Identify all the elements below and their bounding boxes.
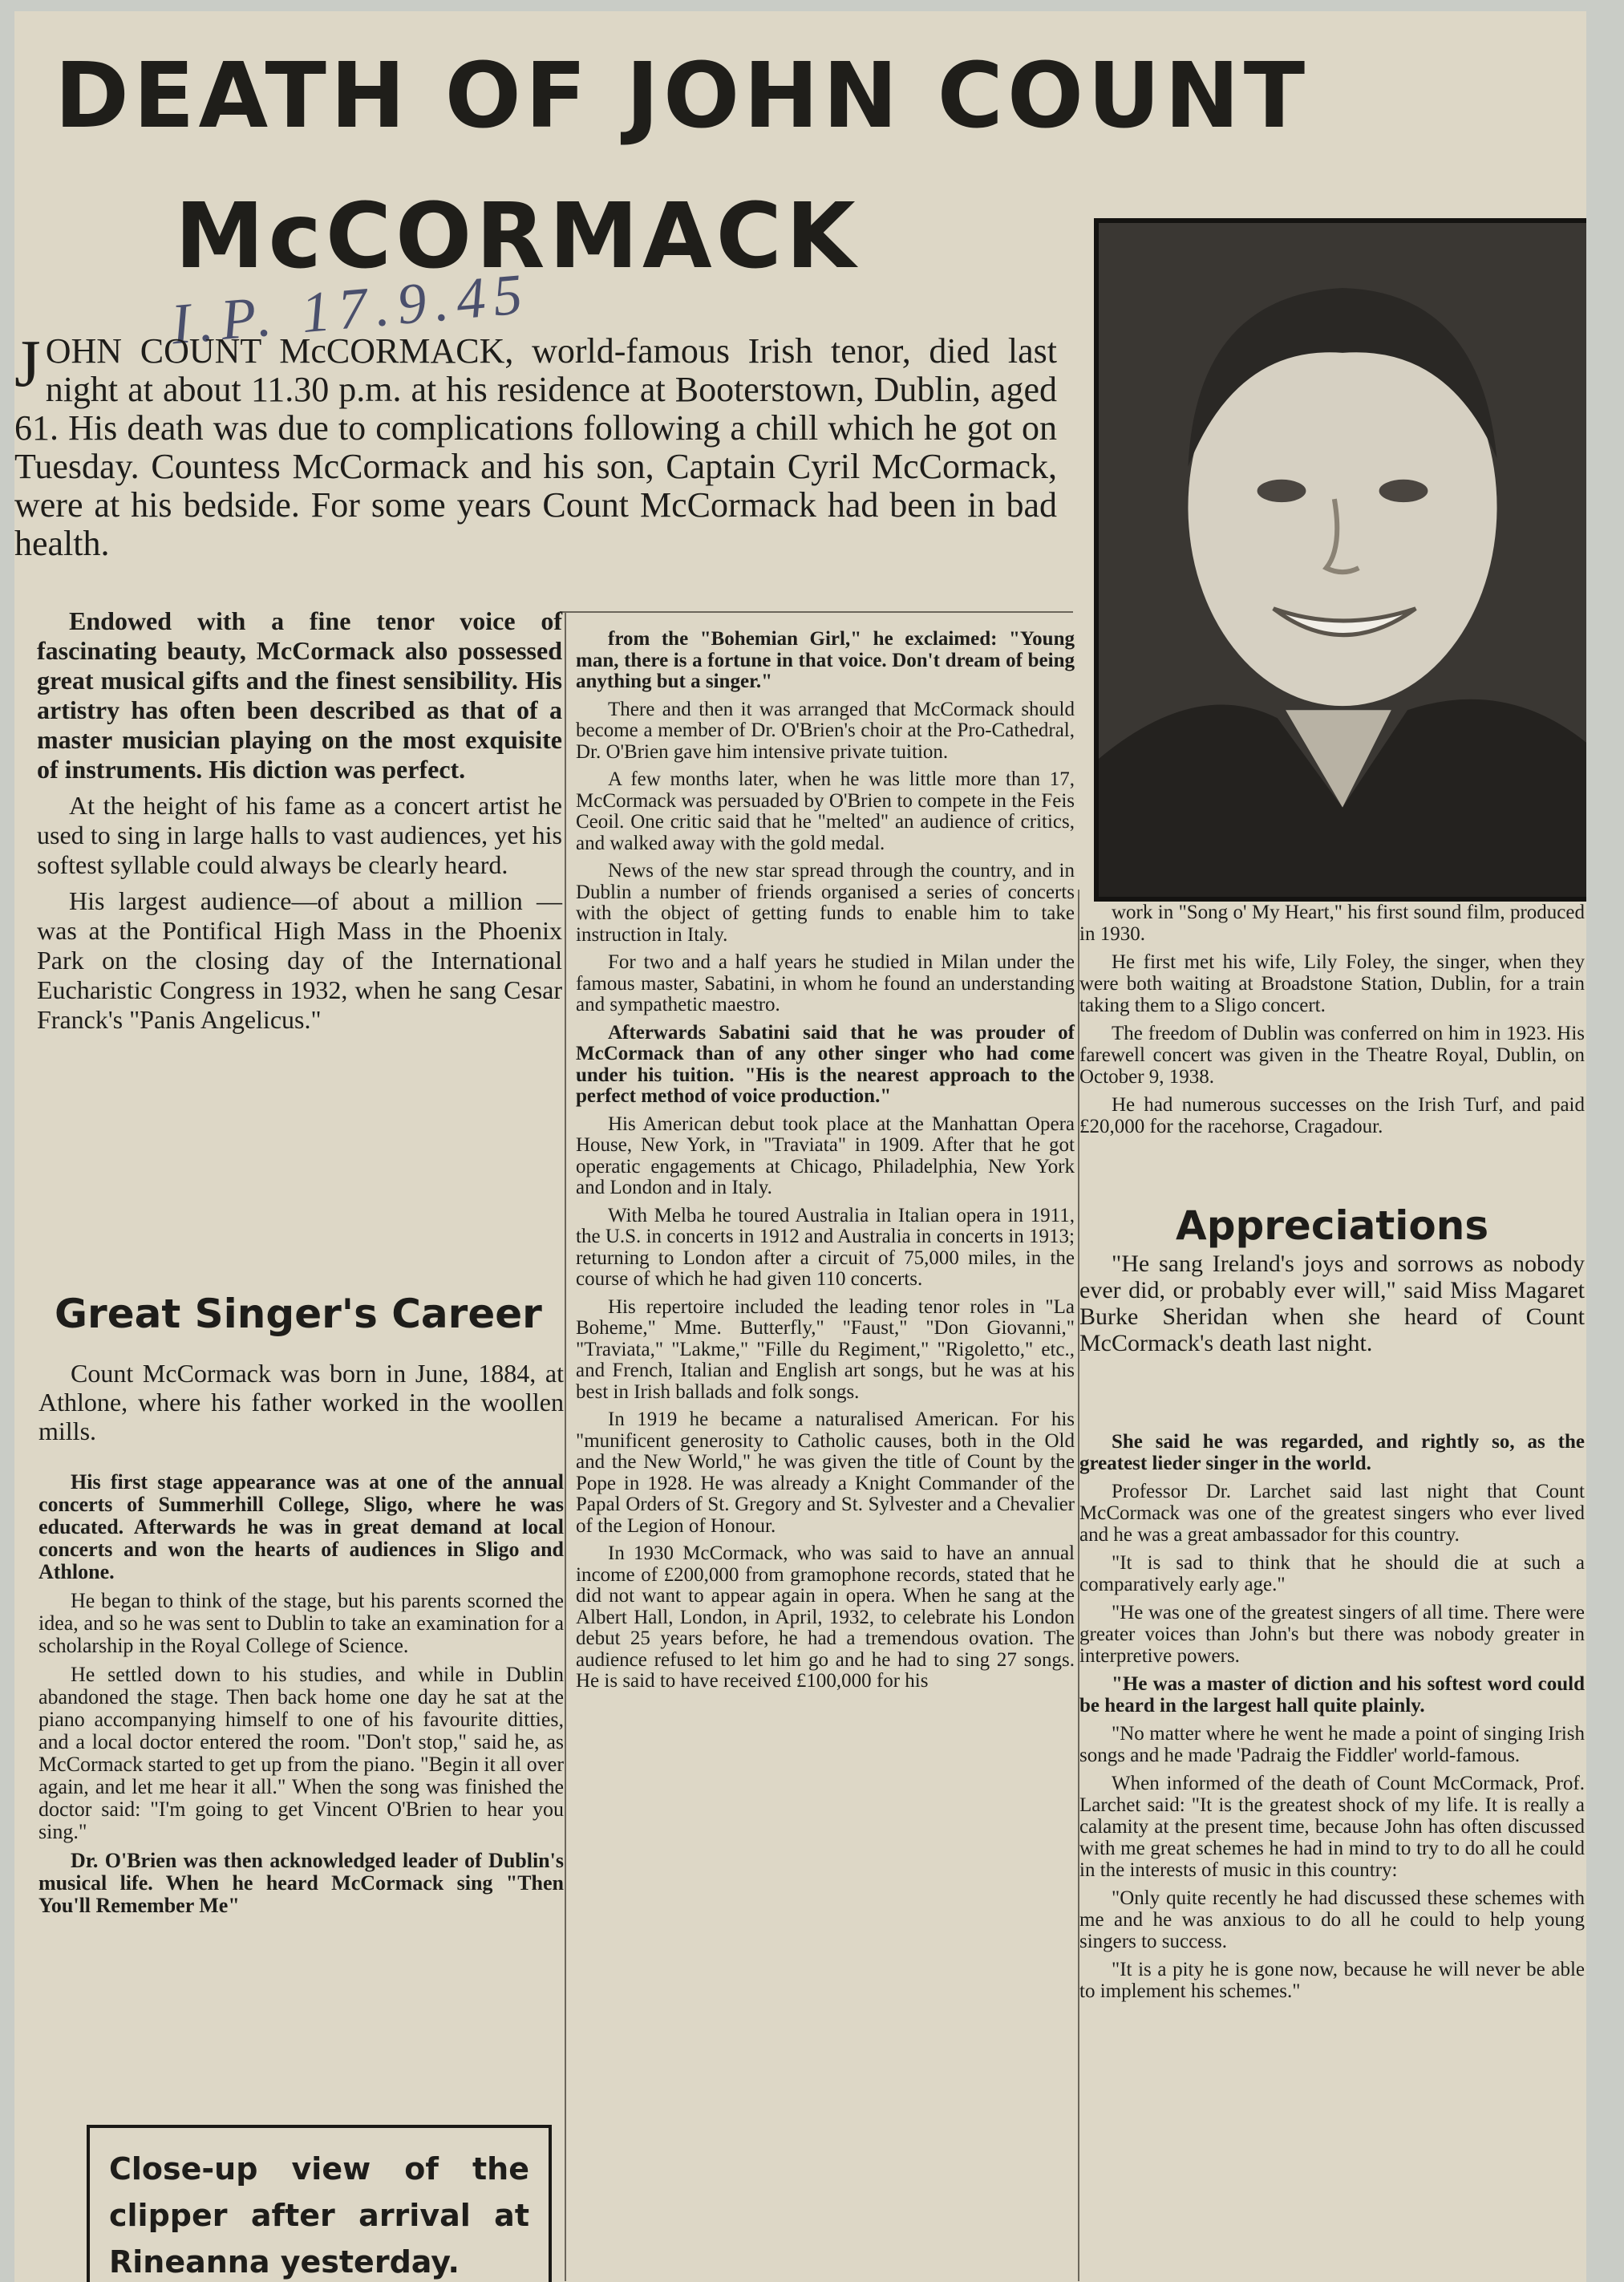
- portrait-image: [1099, 223, 1586, 897]
- col3-paragraph: "He sang Ireland's joys and sorrows as nobody ever did, or probably ever will," said Miss Magaret Burke Sheridan when she heard of Count McCormack's death last night.: [1079, 1250, 1585, 1356]
- col3-paragraph: He first met his wife, Lily Foley, the singer, when they were both waiting at Broadstone Station, Dublin, for a train taking them to a Sligo concert.: [1079, 951, 1585, 1016]
- column-3-top: [1079, 902, 1585, 1144]
- column-rule-horizontal: [560, 611, 1073, 613]
- col2-paragraph: For two and a half years he studied in Milan under the famous master, Sabatini, in whom he found an understanding and sympathetic maestro.: [576, 951, 1075, 1015]
- column-1-bottom: [38, 1471, 564, 1923]
- column-1-top: [37, 606, 562, 1041]
- col3-paragraph: She said he was regarded, and rightly so, as the greatest lieder singer in the world.: [1079, 1431, 1585, 1474]
- col3-paragraph: "He was a master of diction and his softest word could be heard in the largest hall quite plainly.: [1079, 1673, 1585, 1717]
- col3-paragraph: "It is a pity he is gone now, because he will never be able to implement his schemes.": [1079, 1959, 1585, 2002]
- col3-paragraph: "Only quite recently he had discussed these schemes with me and he was anxious to do all he could to help young singers to success.: [1079, 1887, 1585, 1952]
- photo-caption-box: Close-up view of the clipper after arrival at Rineanna yesterday.: [87, 2125, 552, 2282]
- col2-paragraph: from the "Bohemian Girl," he exclaimed: "Young man, there is a fortune in that voice. Don't dream of being anything but a singer.": [576, 628, 1075, 692]
- col1-paragraph: At the height of his fame as a concert artist he used to sing in large halls to vast audiences, yet his softest syllable could always be clearly heard.: [37, 791, 562, 879]
- col3-paragraph: When informed of the death of Count McCormack, Prof. Larchet said: "It is the greatest shock of my life. It is really a calamity at the present time, because John has often discussed with me great schemes he had in mind to try to do all he could in the interests of music in this country:: [1079, 1773, 1585, 1881]
- col3-paragraph: He had numerous successes on the Irish Turf, and paid £20,000 for the racehorse, Cragadour.: [1079, 1094, 1585, 1137]
- column-3-middle: [1079, 1250, 1585, 1363]
- col1-paragraph: Dr. O'Brien was then acknowledged leader of Dublin's musical life. When he heard McCormack sing "Then You'll Remember Me": [38, 1849, 564, 1917]
- col2-paragraph: Afterwards Sabatini said that he was prouder of McCormack than of any other singer who had come under his tuition. "His is the nearest approach to the perfect method of voice production.": [576, 1021, 1075, 1107]
- col2-paragraph: In 1930 McCormack, who was said to have an annual income of £200,000 from gramophone records, stated that he did not want to appear again in opera. When he sang at the Albert Hall, London, in April, 1932, to celebrate his London debut 25 years before, he had a tremendous ovation. The audience refused to let him go and he had to sing 27 songs. He is said to have received £100,000 for his: [576, 1542, 1075, 1692]
- column-1-middle: [38, 1359, 564, 1452]
- column-3-bottom: [1079, 1431, 1585, 2008]
- col1-paragraph: His largest audience—of about a million — was at the Pontifical High Mass in the Phoenix Park on the closing day of the International Eucharistic Congress in 1932, when he sang Cesar Franck's "Panis Angelicus.": [37, 886, 562, 1034]
- col3-paragraph: "He was one of the greatest singers of all time. There were greater voices than John's but there was nobody greater in interpretive powers.: [1079, 1602, 1585, 1667]
- portrait-photo: [1094, 218, 1586, 902]
- col2-paragraph: News of the new star spread through the country, and in Dublin a number of friends organised a series of concerts with the object of getting funds to enable him to take instruction in Italy.: [576, 860, 1075, 946]
- headline-line-1: DEATH OF JOHN COUNT: [55, 44, 1310, 148]
- column-rule-1: [565, 613, 566, 2281]
- headline-line-2: McCORMACK: [175, 184, 860, 289]
- col2-paragraph: There and then it was arranged that McCormack should become a member of Dr. O'Brien's choir at the Pro-Cathedral, Dr. O'Brien gave him intensive private tuition.: [576, 698, 1075, 763]
- lead-paragraph: [14, 326, 1057, 563]
- col1-paragraph: He settled down to his studies, and while in Dublin abandoned the stage. Then back home one day he sat at the piano accompanying himself to one of his favourite ditties, and a local doctor entered the room. "Don't stop," said he, as McCormack started to get up from the piano. "Begin it all over again, and let me hear it all." When the song was finished the doctor said: "I'm going to get Vincent O'Brien to hear you sing.": [38, 1663, 564, 1843]
- col3-paragraph: work in "Song o' My Heart," his first sound film, produced in 1930.: [1079, 902, 1585, 945]
- handwritten-date: I.P. 17.9.45: [168, 261, 533, 357]
- col3-paragraph: "It is sad to think that he should die at such a comparatively early age.": [1079, 1552, 1585, 1595]
- col1-paragraph: Endowed with a fine tenor voice of fascinating beauty, McCormack also possessed great musical gifts and the finest sensibility. His artistry has often been described as that of a master musician playing on the most exquisite of instruments. His diction was perfect.: [37, 606, 562, 784]
- drop-cap: J: [14, 326, 41, 401]
- col1-paragraph: Count McCormack was born in June, 1884, at Athlone, where his father worked in the woollen mills.: [38, 1359, 564, 1445]
- col2-paragraph: In 1919 he became a naturalised American. For his "munificent generosity to Catholic causes, both in the Old and the New World," he was given the title of Count by the Pope in 1928. He was already a Knight Commander of the Papal Orders of St. Gregory and St. Sylvester and a Chevalier of the Legion of Honour.: [576, 1409, 1075, 1537]
- col2-paragraph: With Melba he toured Australia in Italian opera in 1911, the U.S. in concerts in 1912 and Australia in concerts in 1913; returning to London after a circuit of 75,000 miles, in the course of which he had given 110 concerts.: [576, 1204, 1075, 1290]
- col1-paragraph: He began to think of the stage, but his parents scorned the idea, and so he was sent to Dublin to take an examination for a scholarship in the Royal College of Science.: [38, 1589, 564, 1657]
- col2-paragraph: A few months later, when he was little more than 17, McCormack was persuaded by O'Brien to compete in the Feis Ceoil. One critic said that he "melted" an audience of critics, and walked away with the gold medal.: [576, 768, 1075, 854]
- col3-paragraph: The freedom of Dublin was conferred on him in 1923. His farewell concert was given in the Theatre Royal, Dublin, on October 9, 1938.: [1079, 1023, 1585, 1088]
- subhead-great-singers-career: Great Singer's Career: [55, 1291, 542, 1337]
- newspaper-clipping: [14, 11, 1586, 2282]
- lead-text: OHN COUNT McCORMACK, world-famous Irish tenor, died last night at about 11.30 p.m. at his residence at Booterstown, Dublin, aged 61. His death was due to complications following a chill which he got on Tuesday. Countess McCormack and his son, Captain Cyril McCormack, were at his bedside. For some years Count McCormack had been in bad health.: [14, 331, 1057, 563]
- col3-paragraph: Professor Dr. Larchet said last night that Count McCormack was one of the greatest singers who ever lived and he was a great ambassador for this country.: [1079, 1481, 1585, 1546]
- col1-paragraph: His first stage appearance was at one of the annual concerts of Summerhill College, Sligo, where he was educated. Afterwards he was in great demand at local concerts and won the hearts of audiences in Sligo and Athlone.: [38, 1470, 564, 1583]
- col2-paragraph: His American debut took place at the Manhattan Opera House, New York, in "Traviata" in 1909. After that he got operatic engagements at Chicago, Philadelphia, New York and London and in Italy.: [576, 1113, 1075, 1198]
- col3-paragraph: "No matter where he went he made a point of singing Irish songs and he made 'Padraig the Fiddler' world-famous.: [1079, 1723, 1585, 1766]
- subhead-appreciations: Appreciations: [1176, 1202, 1489, 1249]
- col2-paragraph: His repertoire included the leading tenor roles in "La Boheme," Mme. Butterfly," "Faust," "Don Giovanni," "Traviata," "Lakme," "Fille du Regiment," "Rigoletto," etc., and French, Italian and English art songs, but he was at his best in Irish ballads and folk songs.: [576, 1295, 1075, 1403]
- column-2: [576, 629, 1075, 1699]
